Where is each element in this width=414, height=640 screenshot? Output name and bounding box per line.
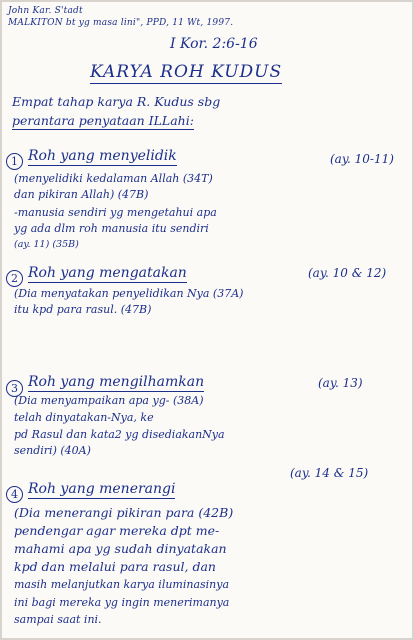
section-1-line-5: (ay. 11) (35B) (14, 239, 79, 250)
section-3-line-2: telah dinyatakan-Nya, ke (14, 411, 154, 424)
intro-line-1: Empat tahap karya R. Kudus sbg (12, 94, 221, 109)
section-2-line-1: (Dia menyatakan penyelidikan Nya (37A) (14, 287, 244, 300)
section-heading-1: Roh yang menyelidik (28, 148, 177, 164)
section-1-line-4: yg ada dlm roh manusia itu sendiri (14, 222, 209, 235)
section-2-line-2: itu kpd para rasul. (47B) (14, 303, 152, 316)
section-heading-4: Roh yang menerangi (28, 481, 176, 497)
section-number-2: 2 (6, 270, 23, 287)
header-line-1: John Kar. S'tadt (8, 6, 83, 16)
section-number-3: 3 (6, 380, 23, 397)
scripture-reference: I Kor. 2:6-16 (170, 36, 258, 52)
section-1-line-1: (menyelidiki kedalaman Allah (34T) (14, 172, 213, 185)
section-number-1: 1 (6, 153, 23, 170)
section-heading-3: Roh yang mengilhamkan (28, 374, 205, 390)
section-number-4: 4 (6, 486, 23, 503)
section-4-line-2: pendengar agar mereka dpt me- (14, 523, 220, 538)
section-ayat-1: (ay. 10-11) (330, 152, 394, 166)
section-4-line-1: (Dia menerangi pikiran para (42B) (14, 505, 234, 520)
section-ayat-2: (ay. 10 & 12) (308, 266, 387, 280)
intro-line-2: perantara penyataan ILLahi: (12, 113, 194, 128)
section-3-line-3: pd Rasul dan kata2 yg disediakanNya (14, 428, 225, 441)
header-line-2: MALKITON bt yg masa lini", PPD, 11 Wt, 1997. (8, 18, 234, 28)
section-1-line-2: dan pikiran Allah) (47B) (14, 188, 149, 201)
page-title: KARYA ROH KUDUS (90, 62, 283, 82)
section-ayat-3: (ay. 13) (318, 376, 363, 390)
section-4-line-6: ini bagi mereka yg ingin menerimanya (14, 596, 230, 609)
section-4-line-5: masih melanjutkan karya iluminasinya (14, 578, 230, 591)
section-heading-2: Roh yang mengatakan (28, 265, 187, 281)
section-4-line-7: sampai saat ini. (14, 613, 102, 626)
section-1-line-3: -manusia sendiri yg mengetahui apa (14, 206, 217, 219)
section-4-line-3: mahami apa yg sudah dinyatakan (14, 541, 227, 556)
section-3-line-4: sendiri) (40A) (14, 444, 91, 457)
section-3-line-1: (Dia menyampaikan apa yg- (38A) (14, 394, 204, 407)
section-ayat-4: (ay. 14 & 15) (290, 466, 369, 480)
section-4-line-4: kpd dan melalui para rasul, dan (14, 559, 216, 574)
